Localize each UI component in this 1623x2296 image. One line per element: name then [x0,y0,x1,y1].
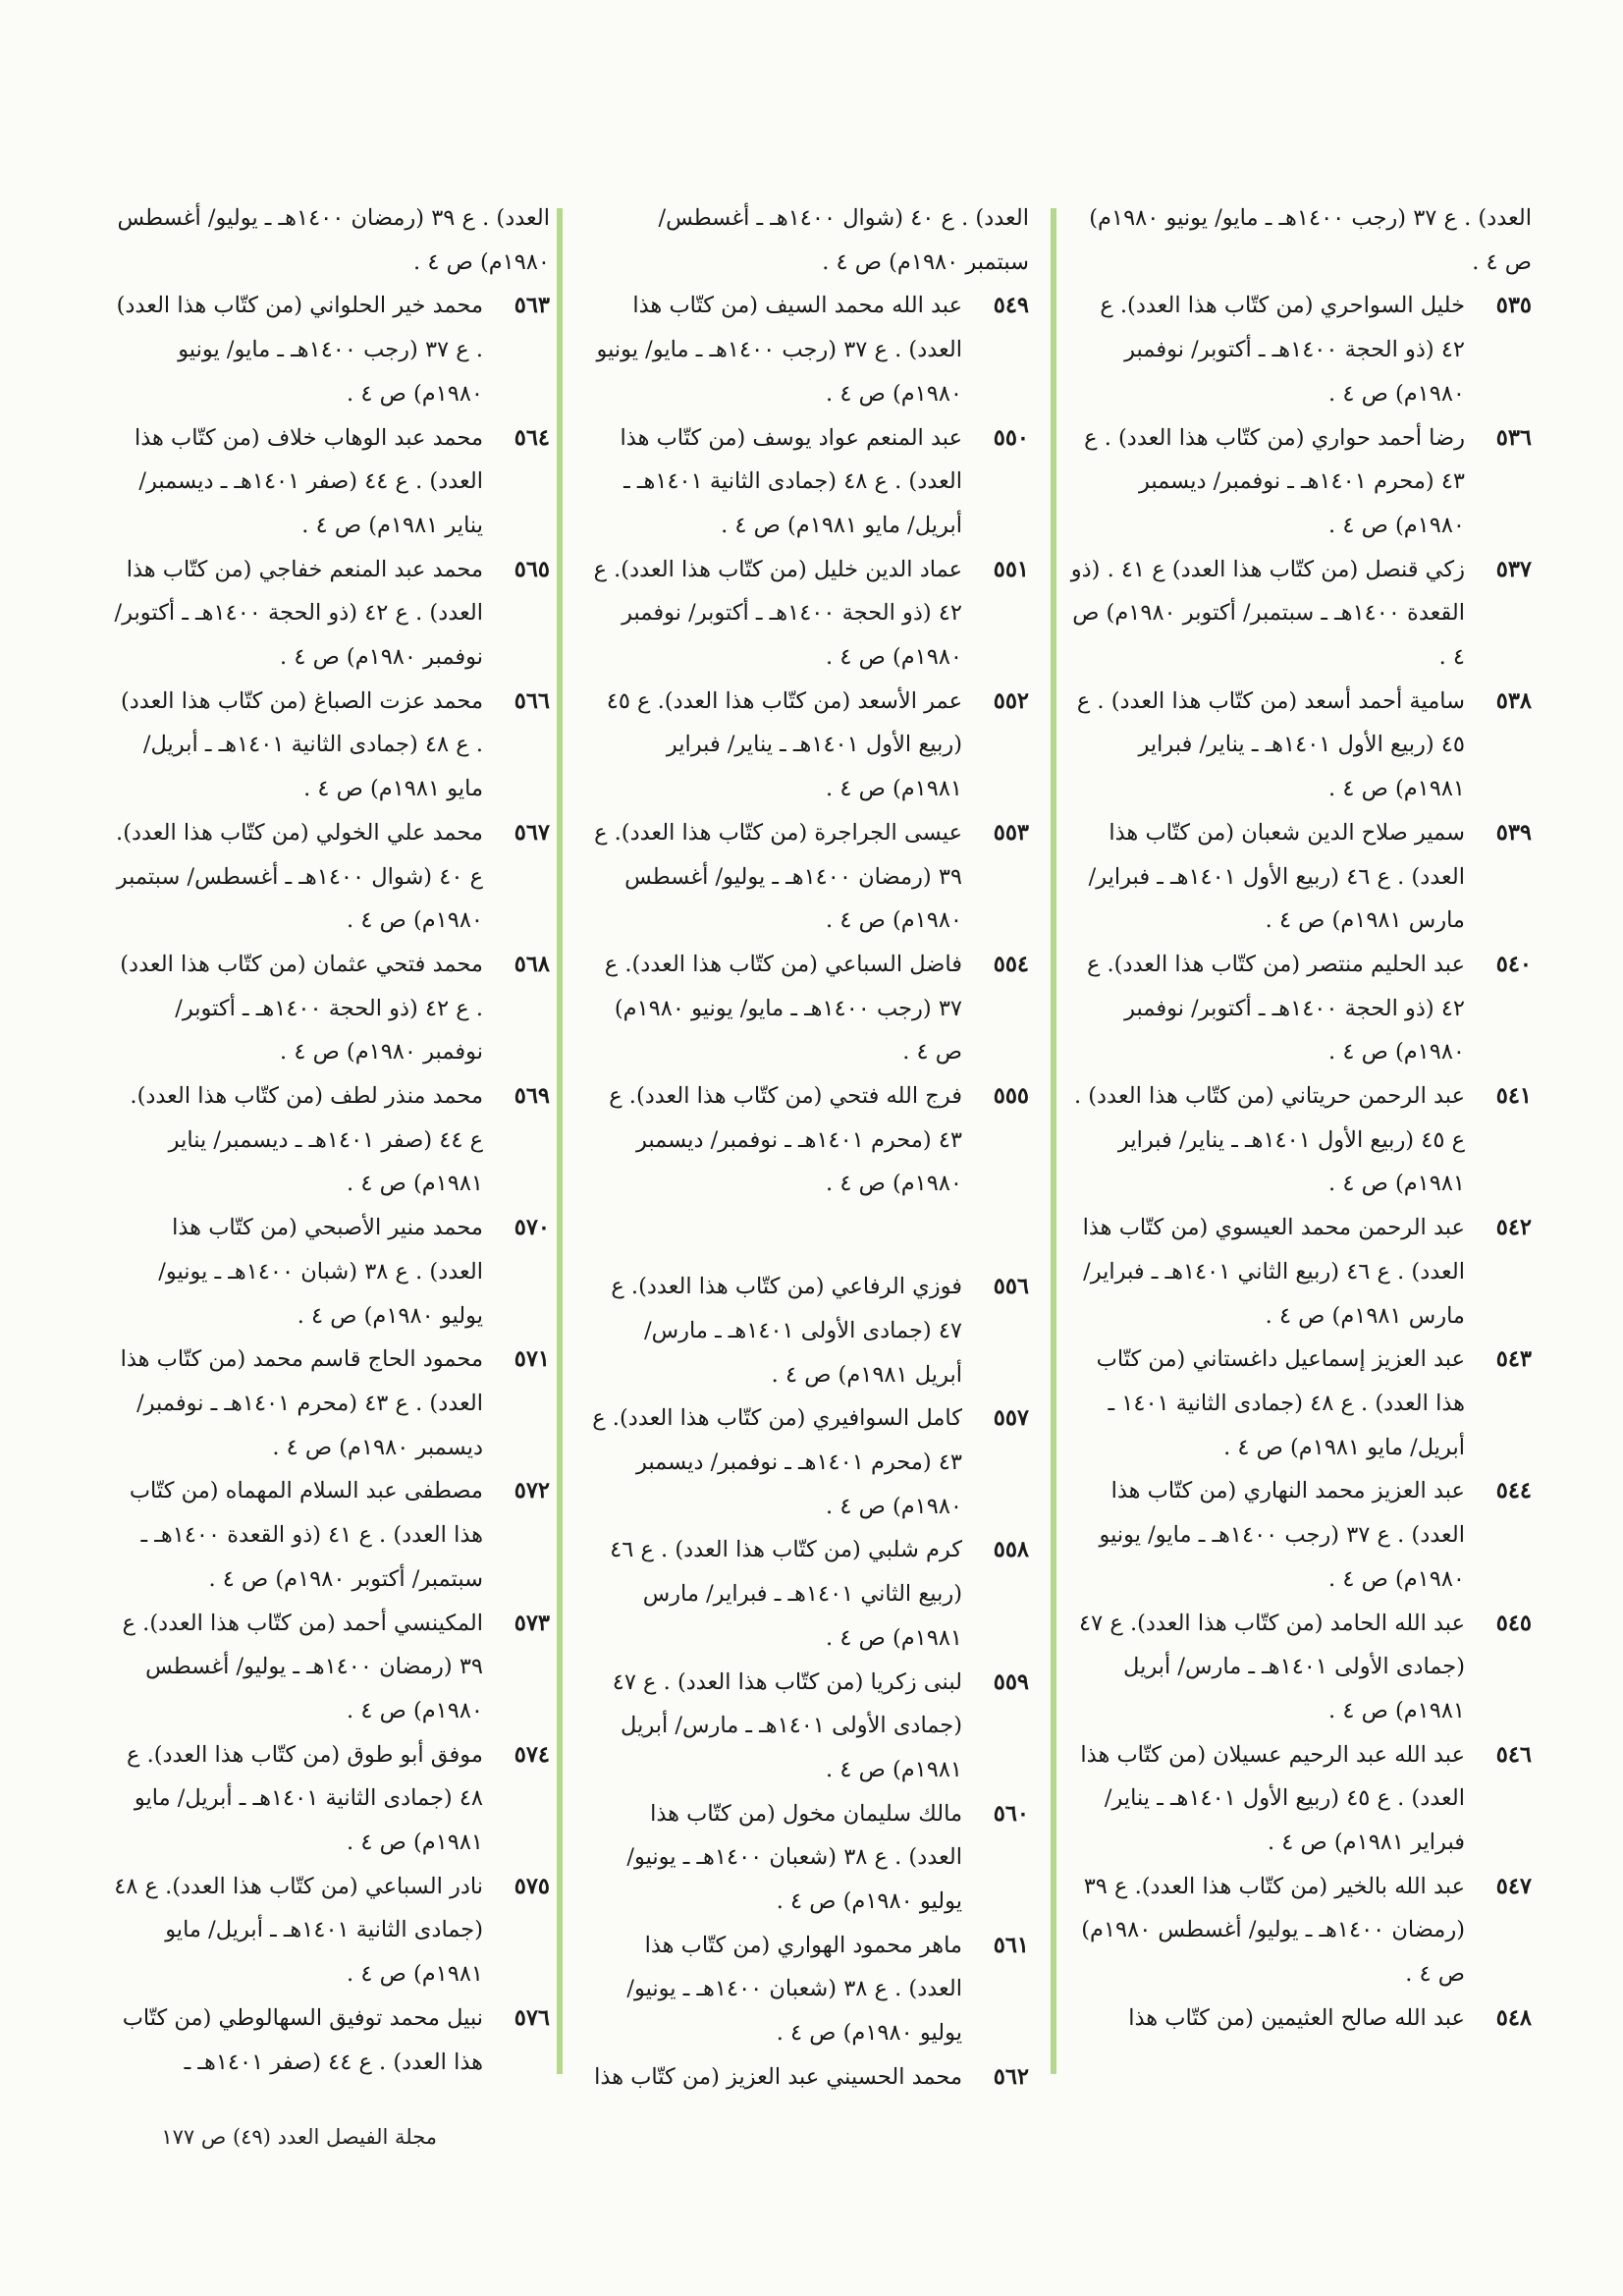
entry-number: ٥٦٧ [514,819,550,846]
entry-number: ٥٦٣ [514,293,550,319]
entry-text: زكي قنصل (من كتّاب هذا العدد) ع ٤١ . (ذو القعدة ١٤٠٠هـ ـ سبتمبر/ أكتوبر ١٩٨٠م) ص ٤ . [1070,556,1465,671]
index-entry [1070,1206,1532,1338]
index-entry [113,811,550,943]
entry-text: محمد منذر لطف (من كتّاب هذا العدد). ع ٤٤ (صفر ١٤٠١هـ ـ ديسمبر/ يناير ١٩٨١م) ص ٤ . [130,1083,483,1197]
column-divider-right [1051,208,1056,2074]
entry-number: ٥٧٦ [514,2004,550,2031]
entry-text: محمد منير الأصبحي (من كتّاب هذا العدد) . ع ٣٨ (شبان ١٤٠٠هـ ـ يونيو/ يوليو ١٩٨٠م) ص ٤ . [158,1215,483,1329]
index-entry [113,284,550,415]
entry-text: محمد خير الحلواني (من كتّاب هذا العدد) . ع ٣٧ (رجب ١٤٠٠هـ ـ مايو/ يونيو ١٩٨٠م) ص ٤ . [116,293,483,407]
index-entry [1070,811,1532,943]
entry-text: محمد علي الخولي (من كتّاب هذا العدد). ع ٤٠ (شوال ١٤٠٠هـ ـ أغسطس/ سبتمبر ١٩٨٠م) ص ٤ . [116,819,483,934]
entry-number: ٥٤٨ [1495,2004,1532,2031]
continued-entry-text: العدد) . ع ٣٩ (رمضان ١٤٠٠هـ ـ يوليو/ أغسطس ١٩٨٠م) ص ٤ . [117,205,550,275]
index-entry [113,548,550,680]
entry-text: عبد الله صالح العثيمين (من كتّاب هذا [1128,2004,1465,2031]
index-entry [1070,284,1532,415]
entry-number: ٥٣٦ [1495,424,1532,451]
index-entry [1070,680,1532,811]
index-entry [592,1792,1029,1924]
index-entry [592,1396,1029,1528]
entry-number: ٥٤٦ [1495,1741,1532,1768]
index-entry [113,1602,550,1733]
entry-number: ٥٥٥ [993,1083,1029,1110]
column-right [1070,196,1532,2072]
page-footer: مجلة الفيصل العدد (٤٩) ص ١٧٧ [161,2125,437,2149]
index-entry [592,284,1029,415]
index-entry [592,680,1029,811]
column-middle [592,196,1029,2090]
entry-text: رضا أحمد حواري (من كتّاب هذا العدد) . ع ٤٣ (محرم ١٤٠١هـ ـ نوفمبر/ ديسمبر ١٩٨٠م) ص ٤ . [1084,424,1465,538]
index-entry [592,1661,1029,1792]
index-entry [1070,1865,1532,1996]
index-entry [113,1206,550,1338]
entry-number: ٥٥٧ [993,1405,1029,1432]
entry-text: سامية أحمد أسعد (من كتّاب هذا العدد) . ع ٤٥ (ربيع الأول ١٤٠١هـ ـ يناير/ فبراير ١٩٨١م) ص ٤ . [1076,687,1465,802]
index-entry [113,1338,550,1469]
entry-number: ٥٦٢ [993,2063,1029,2090]
entry-text: عبد الله الحامد (من كتّاب هذا العدد). ع ٤٧ (جمادى الأولى ١٤٠١هـ ـ مارس/ أبريل ١٩٨١م) ص ٤ . [1079,1610,1465,1723]
index-entry [1070,416,1532,548]
entry-text: عبد الله بالخير (من كتّاب هذا العدد). ع ٣٩ (رمضان ١٤٠٠هـ ـ يوليو/ أغسطس ١٩٨٠م) ص ٤ . [1081,1873,1465,1988]
continued-entry-text: العدد) . ع ٣٧ (رجب ١٤٠٠هـ ـ مايو/ يونيو ١٩٨٠م) ص ٤ . [1089,205,1532,275]
entry-number: ٥٤٥ [1495,1610,1532,1636]
entry-number: ٥٦٠ [993,1800,1029,1827]
entry-text: موفق أبو طوق (من كتّاب هذا العدد). ع ٤٨ (جمادى الثانية ١٤٠١هـ ـ أبريل/ مايو ١٩٨١م) ص ٤ . [127,1741,483,1856]
entry-text: نبيل محمد توفيق السهالوطي (من كتّاب هذا العدد) . ع ٤٤ (صفر ١٤٠١هـ ـ [122,2004,483,2075]
index-entry [113,680,550,811]
entry-number: ٥٧٤ [514,1741,550,1768]
entry-text: محمود الحاج قاسم محمد (من كتّاب هذا العدد) . ع ٤٣ (محرم ١٤٠١هـ ـ نوفمبر/ ديسمبر ١٩٨٠م) ص ٤ . [120,1346,483,1460]
index-entry [592,1074,1029,1206]
entry-number: ٥٥١ [993,556,1029,582]
entry-number: ٥٧٢ [514,1478,550,1504]
entry-text: محمد فتحي عثمان (من كتّاب هذا العدد) . ع ٤٢ (ذو الحجة ١٤٠٠هـ ـ أكتوبر/ نوفمبر ١٩٨٠م) ص ٤ . [120,951,483,1066]
index-entry [592,416,1029,548]
entry-text: عبد المنعم عواد يوسف (من كتّاب هذا العدد) . ع ٤٨ (جمادى الثانية ١٤٠١هـ ـ أبريل/ مايو ١٩٨١م) ص ٤ . [620,424,962,538]
entry-text: المكينسي أحمد (من كتّاب هذا العدد). ع ٣٩ (رمضان ١٤٠٠هـ ـ يوليو/ أغسطس ١٩٨٠م) ص ٤ . [122,1610,483,1723]
entry-text: محمد عبد الوهاب خلاف (من كتّاب هذا العدد) . ع ٤٤ (صفر ١٤٠١هـ ـ ديسمبر/ يناير ١٩٨١م) ص ٤ . [134,424,483,538]
entry-text: عبد العزيز محمد النهاري (من كتّاب هذا العدد) . ع ٣٧ (رجب ١٤٠٠هـ ـ مايو/ يونيو ١٩٨٠م) ص ٤ . [1099,1478,1465,1592]
continued-entry-text: العدد) . ع ٤٠ (شوال ١٤٠٠هـ ـ أغسطس/ سبتمبر ١٩٨٠م) ص ٤ . [658,205,1029,275]
entry-text: نادر السباعي (من كتّاب هذا العدد). ع ٤٨ (جمادى الثانية ١٤٠١هـ ـ أبريل/ مايو ١٩٨١م) ص ٤ . [114,1873,483,1988]
entry-number: ٥٧٠ [514,1215,550,1241]
entry-number: ٥٤٩ [993,293,1029,319]
entry-text: لبنى زكريا (من كتّاب هذا العدد) . ع ٤٧ (جمادى الأولى ١٤٠١هـ ـ مارس/ أبريل ١٩٨١م) ص ٤ . [612,1668,962,1782]
index-entry [592,811,1029,943]
entry-number: ٥٥٦ [993,1274,1029,1300]
entry-number: ٥٥٩ [993,1668,1029,1695]
entry-text: عبد الحليم منتصر (من كتّاب هذا العدد). ع ٤٢ (ذو الحجة ١٤٠٠هـ ـ أكتوبر/ نوفمبر ١٩٨٠م) ص ٤ . [1086,951,1465,1066]
entry-number: ٥٣٥ [1495,293,1532,319]
entry-number: ٥٧٥ [514,1873,550,1899]
column-divider-left [557,208,563,2074]
entry-number: ٥٦٨ [514,951,550,977]
entry-number: ٥٤٠ [1495,951,1532,977]
index-entry [113,1865,550,1996]
entry-number: ٥٤١ [1495,1083,1532,1110]
entry-number: ٥٦٥ [514,556,550,582]
entry-text: عبد الرحمن حريتاني (من كتّاب هذا العدد) . ع ٤٥ (ربيع الأول ١٤٠١هـ ـ يناير/ فبراير ١٩٨١م) ص ٤ . [1073,1083,1465,1197]
entry-number: ٥٧٣ [514,1610,550,1636]
entry-text: ماهر محمود الهواري (من كتّاب هذا العدد) . ع ٣٨ (شعبان ١٤٠٠هـ ـ يونيو/ يوليو ١٩٨٠م) ص ٤ . [626,1932,962,2047]
entry-text: عبد الرحمن محمد العيسوي (من كتّاب هذا العدد) . ع ٤٦ (ربيع الثاني ١٤٠١هـ ـ فبراير/ مارس ١٩٨١م) ص ٤ . [1082,1215,1465,1329]
index-entry [113,1996,550,2084]
entry-text: فاضل السباعي (من كتّاب هذا العدد). ع ٣٧ (رجب ١٤٠٠هـ ـ مايو/ يونيو ١٩٨٠م) ص ٤ . [604,951,962,1066]
entry-number: ٥٥٨ [993,1537,1029,1563]
entry-text: عبد العزيز إسماعيل داغستاني (من كتّاب هذا العدد) . ع ٤٨ (جمادى الثانية ١٤٠١ ـ أبريل/ مايو ١٩٨١م) ص ٤ . [1096,1346,1465,1460]
entry-text: خليل السواحري (من كتّاب هذا العدد). ع ٤٢ (ذو الحجة ١٤٠٠هـ ـ أكتوبر/ نوفمبر ١٩٨٠م) ص ٤ . [1100,293,1465,407]
index-entry [1070,1074,1532,1206]
index-entry [592,943,1029,1074]
entry-number: ٥٧١ [514,1346,550,1373]
index-entry [1070,1338,1532,1469]
entry-number: ٥٤٣ [1495,1346,1532,1373]
entry-number: ٥٦٤ [514,424,550,451]
entry-number: ٥٥٤ [993,951,1029,977]
index-entry [592,2055,1029,2100]
entry-text: عماد الدين خليل (من كتّاب هذا العدد). ع ٤٢ (ذو الحجة ١٤٠٠هـ ـ أكتوبر/ نوفمبر ١٩٨٠م) ص ٤ . [593,556,962,671]
entry-text: عمر الأسعد (من كتّاب هذا العدد). ع ٤٥ (ربيع الأول ١٤٠١هـ ـ يناير/ فبراير ١٩٨١م) ص ٤ . [606,687,962,802]
entry-number: ٥٦١ [993,1932,1029,1958]
entry-text: فرج الله فتحي (من كتّاب هذا العدد). ع ٤٣ (محرم ١٤٠١هـ ـ نوفمبر/ ديسمبر ١٩٨٠م) ص ٤ . [609,1083,962,1197]
entry-text: كامل السوافيري (من كتّاب هذا العدد). ع ٤٣ (محرم ١٤٠١هـ ـ نوفمبر/ ديسمبر ١٩٨٠م) ص ٤ . [592,1405,962,1519]
index-entry [113,1733,550,1865]
entry-number: ٥٤٢ [1495,1215,1532,1241]
entry-text: مالك سليمان مخول (من كتّاب هذا العدد) . ع ٣٨ (شعبان ١٤٠٠هـ ـ يونيو/ يوليو ١٩٨٠م) ص ٤ . [626,1800,962,1915]
entry-text: محمد عزت الصباغ (من كتّاب هذا العدد) . ع ٤٨ (جمادى الثانية ١٤٠١هـ ـ أبريل/ مايو ١٩٨١م) ص ٤ . [120,687,483,802]
entry-text: محمد الحسيني عبد العزيز (من كتّاب هذا [594,2063,962,2090]
index-entry [592,548,1029,680]
entry-text: عبد الله محمد السيف (من كتّاب هذا العدد) . ع ٣٧ (رجب ١٤٠٠هـ ـ مايو/ يونيو ١٩٨٠م) ص ٤ . [596,293,962,407]
entry-number: ٥٥٠ [993,424,1029,451]
index-entry [1070,548,1532,680]
index-entry [1070,1996,1532,2041]
index-entry [113,1074,550,1206]
entry-number: ٥٥٢ [993,687,1029,714]
entry-number: ٥٣٧ [1495,556,1532,582]
index-entry [113,416,550,548]
entry-text: عبد الله عبد الرحيم عسيلان (من كتّاب هذا العدد) . ع ٤٥ (ربيع الأول ١٤٠١هـ ـ يناير/ فبراير ١٩٨١م) ص ٤ . [1080,1741,1465,1856]
column-left [113,196,550,2075]
entry-text: عيسى الجراجرة (من كتّاب هذا العدد). ع ٣٩ (رمضان ١٤٠٠هـ ـ يوليو/ أغسطس ١٩٨٠م) ص ٤ . [594,819,962,934]
entry-text: مصطفى عبد السلام المهماه (من كتّاب هذا العدد) . ع ٤١ (ذو القعدة ١٤٠٠هـ ـ سبتمبر/ أكتوبر ١٩٨٠م) ص ٤ . [129,1478,483,1592]
index-entry [1070,943,1532,1074]
entry-number: ٥٣٨ [1495,687,1532,714]
entry-text: فوزي الرفاعي (من كتّاب هذا العدد). ع ٤٧ (جمادى الأولى ١٤٠١هـ ـ مارس/ أبريل ١٩٨١م) ص ٤ . [611,1274,962,1388]
entry-number: ٥٦٦ [514,687,550,714]
entry-spacer [592,1206,1029,1265]
index-entry [592,1265,1029,1396]
index-entry [1070,1602,1532,1733]
index-entry [1070,1469,1532,1601]
entry-number: ٥٥٣ [993,819,1029,846]
entry-number: ٥٣٩ [1495,819,1532,846]
index-entry [113,1469,550,1601]
entry-number: ٥٦٩ [514,1083,550,1110]
entry-number: ٥٤٤ [1495,1478,1532,1504]
index-entry [1070,1733,1532,1865]
index-entry [592,1924,1029,2055]
entry-number: ٥٤٧ [1495,1873,1532,1899]
index-entry [113,943,550,1074]
entry-text: كرم شلبي (من كتّاب هذا العدد) . ع ٤٦ (ربيع الثاني ١٤٠١هـ ـ فبراير/ مارس ١٩٨١م) ص ٤ . [610,1537,962,1651]
entry-text: محمد عبد المنعم خفاجي (من كتّاب هذا العدد) . ع ٤٢ (ذو الحجة ١٤٠٠هـ ـ أكتوبر/ نوفمبر ١٩٨٠م) ص ٤ . [114,556,483,671]
entry-text: سمير صلاح الدين شعبان (من كتّاب هذا العدد) . ع ٤٦ (ربيع الأول ١٤٠١هـ ـ فبراير/ مارس ١٩٨١م) ص ٤ . [1088,819,1465,934]
index-entry [592,1528,1029,1660]
